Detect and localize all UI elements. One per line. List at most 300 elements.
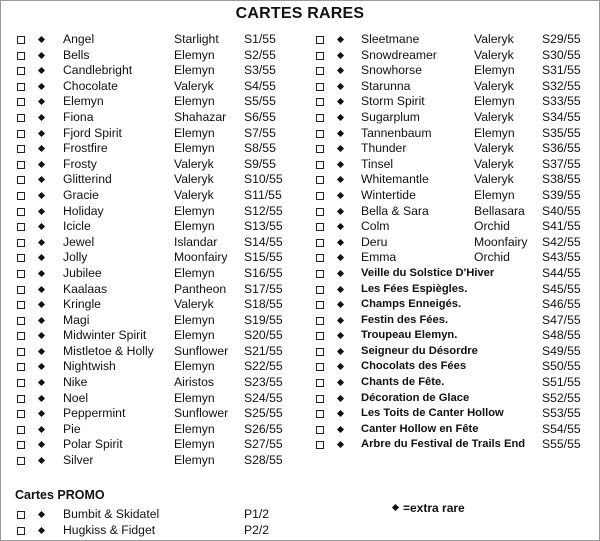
- card-row: [15, 32, 301, 48]
- diamond-icon: [337, 426, 344, 433]
- diamond-icon: [337, 332, 344, 339]
- checkbox-icon[interactable]: [17, 332, 25, 340]
- card-number: S21/55: [244, 343, 283, 358]
- diamond-icon: [337, 98, 344, 105]
- card-row: [314, 110, 596, 126]
- card-set: Elemyn: [174, 47, 215, 62]
- card-set: Bellasara: [474, 203, 525, 218]
- diamond-icon: [392, 504, 399, 511]
- card-set: Valeryk: [174, 187, 214, 202]
- checkbox-icon[interactable]: [316, 67, 324, 75]
- card-number: S44/55: [542, 265, 581, 280]
- card-row: [15, 507, 301, 523]
- checkbox-icon[interactable]: [316, 36, 324, 44]
- checkbox-icon[interactable]: [17, 511, 25, 519]
- checkbox-icon[interactable]: [17, 52, 25, 60]
- card-row: [15, 250, 301, 266]
- card-set: Elemyn: [174, 125, 215, 140]
- card-name: Bella & Sara: [361, 203, 429, 218]
- page-title: CARTES RARES: [235, 5, 365, 22]
- card-number: S49/55: [542, 343, 581, 358]
- diamond-icon: [337, 301, 344, 308]
- card-set: Airistos: [174, 375, 214, 390]
- card-row: [15, 313, 301, 329]
- card-set: Elemyn: [474, 63, 515, 78]
- card-row: [314, 313, 596, 329]
- card-row: [15, 63, 301, 79]
- card-name: Les Toits de Canter Hollow: [361, 407, 504, 420]
- card-number: S50/55: [542, 359, 581, 374]
- card-row: [314, 344, 596, 360]
- diamond-icon: [38, 379, 45, 386]
- card-name: Festin des Fées.: [361, 313, 449, 326]
- card-row: [15, 523, 301, 539]
- diamond-icon: [337, 348, 344, 355]
- card-number: S4/55: [244, 78, 276, 93]
- card-row: [314, 406, 596, 422]
- diamond-icon: [337, 161, 344, 168]
- card-name: Décoration de Glace: [361, 391, 470, 404]
- card-set: Starlight: [174, 32, 219, 46]
- card-set: Elemyn: [174, 63, 215, 78]
- card-set: Elemyn: [174, 265, 215, 280]
- diamond-icon: [337, 395, 344, 402]
- diamond-icon: [38, 317, 45, 324]
- card-name: Jewel: [63, 234, 95, 249]
- card-row: [314, 297, 596, 313]
- card-row: [15, 453, 301, 469]
- card-name: Hugkiss & Fidget: [63, 522, 156, 537]
- card-name: Candlebright: [63, 63, 133, 78]
- card-name: Jubilee: [63, 265, 102, 280]
- diamond-icon: [337, 285, 344, 292]
- card-number: S46/55: [542, 297, 581, 312]
- card-set: Valeryk: [474, 172, 514, 187]
- checkbox-icon[interactable]: [316, 301, 324, 309]
- card-number: S15/55: [244, 250, 283, 265]
- card-set: Sunflower: [174, 343, 229, 358]
- card-number: S26/55: [244, 421, 283, 436]
- card-name: Emma: [361, 250, 397, 265]
- card-name: Chants de Fête.: [361, 376, 445, 389]
- card-number: S5/55: [244, 94, 276, 109]
- diamond-icon: [38, 36, 45, 43]
- checkbox-icon[interactable]: [17, 239, 25, 247]
- card-name: Kringle: [63, 297, 101, 312]
- card-number: S47/55: [542, 312, 581, 327]
- card-name: Chocolate: [63, 78, 118, 93]
- card-set: Valeryk: [474, 78, 514, 93]
- card-name: Deru: [361, 234, 388, 249]
- right-card-list: [314, 32, 596, 453]
- card-number: S51/55: [542, 375, 581, 390]
- checkbox-icon[interactable]: [17, 410, 25, 418]
- diamond-icon: [38, 457, 45, 464]
- card-set: Valeryk: [474, 156, 514, 171]
- card-number: P2/2: [244, 522, 270, 537]
- card-name: Nightwish: [63, 359, 116, 374]
- card-row: [314, 219, 596, 235]
- checkbox-icon[interactable]: [17, 426, 25, 434]
- diamond-icon: [38, 426, 45, 433]
- diamond-icon: [38, 239, 45, 246]
- card-name: Elemyn: [63, 94, 104, 109]
- checkbox-icon[interactable]: [17, 98, 25, 106]
- diamond-icon: [38, 67, 45, 74]
- card-name: Silver: [63, 453, 94, 468]
- card-row: [15, 204, 301, 220]
- card-name: Polar Spirit: [63, 437, 123, 452]
- card-name: Pie: [63, 421, 81, 436]
- diamond-icon: [38, 301, 45, 308]
- card-row: [314, 328, 596, 344]
- card-row: [314, 48, 596, 64]
- card-row: [15, 359, 301, 375]
- card-set: Elemyn: [174, 94, 215, 109]
- diamond-icon: [38, 363, 45, 370]
- card-row: [314, 375, 596, 391]
- card-row: [314, 126, 596, 142]
- card-row: [15, 266, 301, 282]
- checkbox-icon[interactable]: [17, 208, 25, 216]
- checkbox-icon[interactable]: [316, 161, 324, 169]
- diamond-icon: [337, 36, 344, 43]
- diamond-icon: [38, 52, 45, 59]
- card-number: S1/55: [244, 32, 276, 46]
- diamond-icon: [38, 270, 45, 277]
- checkbox-icon[interactable]: [316, 363, 324, 371]
- checkbox-icon[interactable]: [316, 176, 324, 184]
- card-row: [15, 375, 301, 391]
- card-name: Storm Spirit: [361, 94, 425, 109]
- card-set: Elemyn: [174, 141, 215, 156]
- diamond-icon: [337, 317, 344, 324]
- card-number: S40/55: [542, 203, 581, 218]
- card-name: Bumbit & Skidatel: [63, 507, 160, 521]
- card-number: S31/55: [542, 63, 581, 78]
- card-row: [15, 48, 301, 64]
- diamond-icon: [38, 130, 45, 137]
- card-name: Kaalaas: [63, 281, 108, 296]
- diamond-icon: [38, 161, 45, 168]
- checkbox-icon[interactable]: [17, 223, 25, 231]
- checkbox-icon[interactable]: [316, 395, 324, 403]
- legend: [393, 501, 465, 515]
- diamond-icon: [337, 52, 344, 59]
- diamond-icon: [38, 207, 45, 214]
- checkbox-icon[interactable]: [17, 176, 25, 184]
- card-name: Mistletoe & Holly: [63, 343, 154, 358]
- card-name: Tannenbaum: [361, 125, 432, 140]
- diamond-icon: [337, 223, 344, 230]
- card-name: Angel: [63, 32, 95, 46]
- card-row: [314, 188, 596, 204]
- card-row: [314, 282, 596, 298]
- card-row: [314, 63, 596, 79]
- card-row: [314, 157, 596, 173]
- card-name: Colm: [361, 219, 390, 234]
- checkbox-icon[interactable]: [17, 395, 25, 403]
- checkbox-icon[interactable]: [316, 317, 324, 325]
- card-name: Champs Enneigés.: [361, 298, 462, 311]
- card-number: S18/55: [244, 297, 283, 312]
- checkbox-icon[interactable]: [316, 410, 324, 418]
- diamond-icon: [337, 254, 344, 261]
- diamond-icon: [337, 176, 344, 183]
- card-set: Valeryk: [474, 47, 514, 62]
- card-name: Thunder: [361, 141, 407, 156]
- card-number: S12/55: [244, 203, 283, 218]
- diamond-icon: [337, 130, 344, 137]
- checkbox-icon[interactable]: [17, 348, 25, 356]
- diamond-icon: [337, 239, 344, 246]
- card-name: Peppermint: [63, 406, 126, 421]
- card-number: S25/55: [244, 406, 283, 421]
- diamond-icon: [337, 410, 344, 417]
- card-set: Elemyn: [474, 125, 515, 140]
- card-set: Elemyn: [474, 94, 515, 109]
- diamond-icon: [337, 67, 344, 74]
- diamond-icon: [38, 114, 45, 121]
- checkbox-icon[interactable]: [17, 36, 25, 44]
- checkbox-icon[interactable]: [17, 145, 25, 153]
- card-number: S42/55: [542, 234, 581, 249]
- card-row: [15, 282, 301, 298]
- card-name: Veille du Solstice D'Hiver: [361, 266, 495, 279]
- card-number: S16/55: [244, 265, 283, 280]
- card-number: S29/55: [542, 32, 581, 46]
- card-name: Bells: [63, 47, 90, 62]
- checkbox-icon[interactable]: [17, 363, 25, 371]
- diamond-icon: [337, 192, 344, 199]
- card-row: [15, 79, 301, 95]
- checkbox-icon[interactable]: [17, 254, 25, 262]
- card-set: Pantheon: [174, 281, 227, 296]
- checkbox-icon[interactable]: [316, 208, 324, 216]
- card-set: Valeryk: [174, 297, 214, 312]
- card-number: S19/55: [244, 312, 283, 327]
- card-name: Fiona: [63, 109, 94, 124]
- card-number: S33/55: [542, 94, 581, 109]
- card-number: S2/55: [244, 47, 276, 62]
- checkbox-icon[interactable]: [17, 67, 25, 75]
- card-set: Valeryk: [174, 172, 214, 187]
- checkbox-icon[interactable]: [316, 254, 324, 262]
- card-name: Nike: [63, 375, 88, 390]
- checkbox-icon[interactable]: [316, 192, 324, 200]
- card-set: Elemyn: [174, 328, 215, 343]
- diamond-icon: [38, 192, 45, 199]
- card-number: S20/55: [244, 328, 283, 343]
- card-row: [314, 204, 596, 220]
- card-name: Frostfire: [63, 141, 108, 156]
- card-name: Wintertide: [361, 187, 416, 202]
- diamond-icon: [38, 348, 45, 355]
- card-row: [314, 437, 596, 453]
- diamond-icon: [38, 176, 45, 183]
- card-set: Moonfairy: [474, 234, 528, 249]
- card-number: S14/55: [244, 234, 283, 249]
- checkbox-icon[interactable]: [316, 332, 324, 340]
- card-name: Holiday: [63, 203, 104, 218]
- diamond-icon: [38, 223, 45, 230]
- card-set: Elemyn: [174, 453, 215, 468]
- card-number: S22/55: [244, 359, 283, 374]
- checkbox-icon[interactable]: [316, 52, 324, 60]
- card-number: S27/55: [244, 437, 283, 452]
- card-set: Valeryk: [474, 109, 514, 124]
- checkbox-icon[interactable]: [17, 317, 25, 325]
- checkbox-icon[interactable]: [17, 527, 25, 535]
- card-set: Valeryk: [474, 32, 514, 46]
- card-name: Whitemantle: [361, 172, 429, 187]
- checkbox-icon[interactable]: [17, 83, 25, 91]
- card-row: [15, 157, 301, 173]
- card-number: S32/55: [542, 78, 581, 93]
- card-row: [15, 141, 301, 157]
- diamond-icon: [38, 83, 45, 90]
- card-name: Gracie: [63, 187, 99, 202]
- card-number: S53/55: [542, 406, 581, 421]
- legend-text: =extra rare: [403, 501, 465, 515]
- card-number: S39/55: [542, 187, 581, 202]
- diamond-icon: [337, 207, 344, 214]
- card-number: S11/55: [244, 187, 282, 202]
- diamond-icon: [38, 395, 45, 402]
- checkbox-icon[interactable]: [17, 270, 25, 278]
- checkbox-icon[interactable]: [316, 83, 324, 91]
- card-name: Magi: [63, 312, 90, 327]
- card-row: [15, 219, 301, 235]
- card-set: Valeryk: [474, 141, 514, 156]
- card-set: Elemyn: [174, 390, 215, 405]
- card-name: Starunna: [361, 78, 411, 93]
- card-number: S43/55: [542, 250, 581, 265]
- diamond-icon: [38, 98, 45, 105]
- card-name: Glitterind: [63, 172, 112, 187]
- card-number: S6/55: [244, 109, 276, 124]
- diamond-icon: [38, 410, 45, 417]
- checkbox-icon[interactable]: [17, 301, 25, 309]
- checkbox-icon[interactable]: [316, 130, 324, 138]
- card-number: S54/55: [542, 421, 581, 436]
- card-name: Les Fées Espiègles.: [361, 282, 468, 295]
- checkbox-icon[interactable]: [17, 161, 25, 169]
- card-set: Orchid: [474, 219, 510, 234]
- card-row: [15, 437, 301, 453]
- diamond-icon: [38, 332, 45, 339]
- card-set: Elemyn: [174, 312, 215, 327]
- diamond-icon: [38, 145, 45, 152]
- checkbox-icon[interactable]: [316, 426, 324, 434]
- card-set: Elemyn: [174, 359, 215, 374]
- diamond-icon: [337, 441, 344, 448]
- checkbox-icon[interactable]: [17, 114, 25, 122]
- card-number: S28/55: [244, 453, 283, 468]
- card-number: S35/55: [542, 125, 581, 140]
- diamond-icon: [337, 145, 344, 152]
- card-set: Sunflower: [174, 406, 229, 421]
- card-number: S30/55: [542, 47, 581, 62]
- card-row: [314, 141, 596, 157]
- checkbox-icon[interactable]: [316, 98, 324, 106]
- card-row: [314, 391, 596, 407]
- card-number: S13/55: [244, 219, 283, 234]
- checkbox-icon[interactable]: [316, 239, 324, 247]
- checkbox-icon[interactable]: [316, 348, 324, 356]
- diamond-icon: [337, 83, 344, 90]
- promo-title: Cartes PROMO: [15, 488, 105, 502]
- card-number: S3/55: [244, 63, 276, 78]
- card-name: Frosty: [63, 156, 97, 171]
- diamond-icon: [337, 114, 344, 121]
- promo-card-list: [15, 507, 301, 538]
- card-number: S37/55: [542, 156, 581, 171]
- checkbox-icon[interactable]: [316, 270, 324, 278]
- card-name: Midwinter Spirit: [63, 328, 147, 343]
- diamond-icon: [337, 270, 344, 277]
- checkbox-icon[interactable]: [316, 379, 324, 387]
- checkbox-icon[interactable]: [17, 130, 25, 138]
- card-row: [314, 359, 596, 375]
- checkbox-icon[interactable]: [316, 441, 324, 449]
- checkbox-icon[interactable]: [17, 441, 25, 449]
- card-number: S41/55: [542, 219, 581, 234]
- checkbox-icon[interactable]: [17, 457, 25, 465]
- checkbox-icon[interactable]: [316, 223, 324, 231]
- card-number: S48/55: [542, 328, 581, 343]
- card-set: Valeryk: [174, 156, 214, 171]
- card-number: S52/55: [542, 390, 581, 405]
- card-set: Valeryk: [174, 78, 214, 93]
- diamond-icon: [38, 527, 45, 534]
- card-number: P1/2: [244, 507, 270, 521]
- card-row: [15, 188, 301, 204]
- checkbox-icon[interactable]: [316, 145, 324, 153]
- card-name: Noel: [63, 390, 89, 405]
- checkbox-icon[interactable]: [17, 192, 25, 200]
- diamond-icon: [337, 379, 344, 386]
- card-name: Snowdreamer: [361, 47, 437, 62]
- diamond-icon: [38, 441, 45, 448]
- card-row: [314, 172, 596, 188]
- diamond-icon: [38, 511, 45, 518]
- card-row: [314, 266, 596, 282]
- checkbox-icon[interactable]: [17, 379, 25, 387]
- card-number: S17/55: [244, 281, 283, 296]
- card-row: [15, 391, 301, 407]
- checkbox-icon[interactable]: [316, 114, 324, 122]
- card-row: [15, 328, 301, 344]
- card-name: Sleetmane: [361, 32, 420, 46]
- card-number: S34/55: [542, 109, 581, 124]
- checkbox-icon[interactable]: [17, 286, 25, 294]
- checkbox-icon[interactable]: [316, 286, 324, 294]
- card-row: [15, 126, 301, 142]
- card-name: Chocolats des Fées: [361, 360, 467, 373]
- card-name: Canter Hollow en Fête: [361, 422, 479, 435]
- card-set: Moonfairy: [174, 250, 228, 265]
- card-set: Orchid: [474, 250, 510, 265]
- card-set: Elemyn: [174, 437, 215, 452]
- card-name: Icicle: [63, 219, 91, 234]
- card-number: S36/55: [542, 141, 581, 156]
- card-row: [15, 344, 301, 360]
- card-name: Snowhorse: [361, 63, 422, 78]
- left-card-list: [15, 32, 301, 469]
- diamond-icon: [38, 254, 45, 261]
- card-set: Elemyn: [174, 421, 215, 436]
